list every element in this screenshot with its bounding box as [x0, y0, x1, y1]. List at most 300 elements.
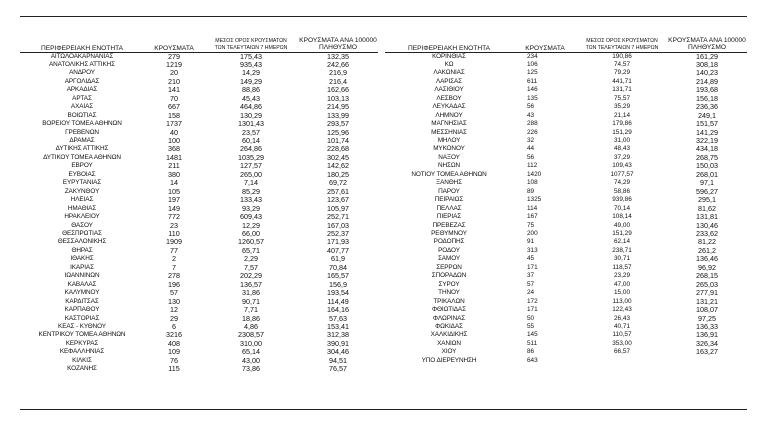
cases-cell: 408 [168, 339, 180, 348]
table-row [385, 61, 747, 69]
cases-cell: 171 [527, 263, 538, 271]
cases-cell: 667 [168, 103, 180, 112]
region-cell: ΒΟΡΕΙΟΥ ΤΟΜΕΑ ΑΘΗΝΩΝ [42, 120, 122, 128]
region-cell: ΤΡΙΚΑΛΩΝ [433, 297, 465, 305]
cases-cell: 1325 [527, 196, 542, 204]
cases-cell: 772 [168, 213, 180, 222]
avg-cell: 23,57 [242, 128, 260, 137]
region-cell: ΜΕΣΣΗΝΙΑΣ [431, 128, 467, 136]
cases-cell: 197 [168, 196, 180, 205]
per100k-cell: 193,68 [696, 86, 718, 95]
cases-cell: 77 [170, 246, 178, 255]
cases-cell: 141 [168, 86, 180, 95]
avg-cell: 66,57 [614, 348, 630, 356]
table-row [385, 323, 747, 331]
cases-cell: 172 [527, 297, 538, 305]
table-row [20, 306, 378, 314]
table-row [20, 247, 378, 255]
region-cell: ΚΕΡΚΥΡΑΣ [65, 339, 99, 347]
cases-cell: 200 [527, 230, 538, 238]
cases-cell: 146 [527, 86, 538, 94]
avg-cell: 4,86 [244, 323, 258, 331]
cases-cell: 100 [168, 137, 180, 146]
table-row [20, 145, 378, 153]
cases-cell: 109 [168, 348, 180, 357]
region-cell: ΡΟΔΟΥ [438, 246, 460, 254]
cases-cell: 130 [168, 297, 180, 306]
avg-cell: 30,71 [614, 255, 630, 263]
per100k-cell: 164,16 [327, 306, 349, 315]
per100k-cell: 105,97 [327, 204, 349, 213]
per100k-cell: 132,35 [327, 52, 349, 61]
cases-cell: 211 [168, 162, 180, 171]
cases-cell: 1219 [166, 60, 182, 69]
cases-cell: 1420 [527, 170, 542, 178]
avg-cell: 110,57 [612, 331, 632, 339]
avg-header [577, 32, 667, 52]
per100k-cell: 308,18 [696, 60, 718, 69]
avg-cell: 151,29 [612, 230, 632, 238]
region-cell: ΚΑΒΑΛΑΣ [67, 280, 97, 288]
region-cell: ΠΕΙΡΑΙΩΣ [434, 196, 464, 204]
table-row [385, 120, 747, 128]
region-cell: ΝΑΞΟΥ [438, 153, 460, 161]
per100k-cell: 130,46 [696, 221, 718, 230]
per100k-cell: 97,25 [698, 314, 716, 323]
region-cell: ΗΡΑΚΛΕΙΟΥ [64, 213, 100, 221]
per100k-cell: 216,4 [329, 77, 347, 86]
region-cell: ΑΡΤΑΣ [72, 94, 92, 102]
region-cell: ΛΑΡΙΣΑΣ [435, 77, 463, 85]
region-cell: ΥΠΟ ΔΙΕΡΕΥΝΗΣΗ [421, 356, 477, 364]
avg-cell: 118,57 [612, 263, 632, 271]
cases-cell: 6 [172, 323, 176, 331]
region-cell: ΡΕΘΥΜΝΟΥ [431, 230, 467, 238]
region-cell: ΒΟΙΩΤΙΑΣ [67, 111, 97, 119]
table-row [20, 61, 378, 69]
table-row [20, 264, 378, 272]
avg-cell: 37,29 [614, 153, 630, 161]
table-row [20, 205, 378, 213]
per100k-cell: 161,29 [696, 52, 718, 61]
region-cell: ΛΗΜΝΟΥ [435, 111, 463, 119]
per100k-cell: 103,13 [327, 94, 349, 103]
cases-cell: 105 [168, 187, 180, 196]
per100k-cell: 133,99 [327, 111, 349, 120]
per100k-header [667, 32, 747, 52]
cases-cell: 210 [168, 77, 180, 86]
region-cell: ΝΗΣΩΝ [437, 162, 461, 170]
cases-cell: 32 [527, 137, 535, 145]
table-row [385, 188, 747, 196]
per100k-cell: 302,45 [327, 153, 349, 162]
table-row [20, 162, 378, 170]
per100k-header-line2: ΠΛΗΘΥΣΜΟ [319, 44, 357, 51]
cases-cell: 368 [168, 145, 180, 154]
table-row [385, 162, 747, 170]
per100k-cell: 114,49 [327, 297, 349, 306]
cases-cell: 56 [527, 103, 535, 111]
table-row [385, 171, 747, 179]
table-row [20, 323, 378, 331]
table-row [20, 213, 378, 221]
region-cell: ΚΩ [444, 60, 454, 68]
header-row [385, 32, 747, 52]
avg-cell: 113,00 [612, 297, 632, 305]
avg-cell: 1035,29 [238, 153, 264, 162]
region-cell: ΗΜΑΘΙΑΣ [67, 204, 97, 212]
table-row [20, 222, 378, 230]
cases-cell: 50 [527, 314, 535, 322]
table-row [385, 213, 747, 221]
table-row [385, 289, 747, 297]
table-row [20, 298, 378, 306]
cases-cell: 40 [170, 128, 178, 137]
per100k-cell: 434,18 [696, 145, 718, 154]
cases-cell: 643 [527, 356, 538, 364]
table-row [20, 188, 378, 196]
avg-cell: 935,43 [240, 60, 262, 69]
avg-cell [577, 357, 667, 365]
avg-cell: 62,14 [614, 238, 630, 246]
avg-cell: 149,29 [240, 77, 262, 86]
cases-cell: 76 [170, 356, 178, 365]
cases-header: ΚΡΟΥΣΜΑΤΑ [513, 32, 577, 52]
region-cell: ΔΡΑΜΑΣ [69, 137, 95, 145]
table-row [385, 247, 747, 255]
bottom-rule [20, 409, 747, 410]
cases-cell: 24 [527, 289, 535, 297]
per100k-cell: 216,9 [329, 69, 347, 78]
avg-cell: 464,86 [240, 103, 262, 112]
table-row [385, 196, 747, 204]
per100k-cell: 61,9 [331, 255, 345, 264]
table-row [385, 179, 747, 187]
table-row [20, 255, 378, 263]
per100k-header-line1: ΚΡΟΥΣΜΑΤΑ ΑΝΑ 100000 [299, 36, 377, 44]
per100k-cell: 293,57 [327, 120, 349, 129]
cases-cell: 1481 [166, 153, 182, 162]
table-row [385, 222, 747, 230]
avg-cell: 70,14 [614, 204, 630, 212]
avg-cell: 79,29 [614, 69, 630, 77]
per100k-cell: 131,21 [696, 297, 718, 306]
cases-cell: 149 [168, 204, 180, 213]
cases-cell: 14 [170, 179, 178, 188]
region-cell: ΕΒΡΟΥ [71, 162, 93, 170]
avg-cell: 127,57 [240, 162, 262, 171]
avg-cell: 179,86 [612, 120, 632, 128]
per100k-cell: 156,9 [329, 280, 347, 289]
avg-cell: 88,86 [242, 86, 260, 95]
avg-cell: 264,86 [240, 145, 262, 154]
avg-cell: 21,14 [614, 111, 630, 119]
table-row [385, 78, 747, 86]
cases-cell: 2 [172, 255, 176, 264]
avg-header-line2: ΤΩΝ ΤΕΛΕΥΤΑΙΩΝ 7 ΗΜΕΡΩΝ [214, 44, 288, 51]
per100k-cell: 153,41 [327, 323, 349, 331]
cases-cell: 55 [527, 323, 535, 330]
table-row [20, 230, 378, 238]
per100k-cell: 252,37 [327, 230, 349, 239]
avg-cell: 2,29 [244, 255, 258, 264]
avg-cell: 109,43 [612, 162, 632, 170]
cases-cell: 278 [168, 272, 180, 281]
avg-cell: 2308,57 [238, 331, 264, 340]
region-cell: ΛΑΚΩΝΙΑΣ [433, 69, 465, 77]
avg-cell: 151,29 [612, 128, 632, 136]
per100k-cell: 214,95 [327, 103, 349, 112]
per100k-cell: 265,03 [696, 280, 718, 289]
table-row [385, 255, 747, 263]
region-cell: ΝΟΤΙΟΥ ΤΟΜΕΑ ΑΘΗΝΩΝ [411, 170, 487, 178]
region-cell: ΕΥΡΥΤΑΝΙΑΣ [62, 179, 102, 187]
cases-cell: 70 [170, 94, 178, 103]
per100k-cell: 390,91 [327, 339, 349, 348]
table-row [385, 95, 747, 103]
region-cell: ΙΩΑΝΝΙΝΩΝ [64, 272, 100, 280]
avg-cell: 175,43 [240, 52, 262, 61]
region-cell: ΣΠΟΡΑΔΩΝ [431, 272, 467, 280]
region-cell: ΑΝΑΤΟΛΙΚΗΣ ΑΤΤΙΚΗΣ [48, 60, 115, 68]
avg-cell: 131,71 [612, 86, 632, 94]
table-row [385, 238, 747, 246]
avg-cell: 40,71 [614, 323, 630, 330]
per100k-cell [667, 357, 747, 365]
region-cell: ΜΑΓΝΗΣΙΑΣ [431, 120, 467, 128]
avg-cell: 1077,57 [610, 170, 634, 178]
region-cell: ΦΛΩΡΙΝΑΣ [432, 314, 466, 322]
table-row [20, 69, 378, 77]
table-row [385, 137, 747, 145]
region-cell: ΙΚΑΡΙΑΣ [70, 263, 94, 271]
avg-cell: 73,86 [242, 365, 260, 374]
per100k-cell: 123,67 [327, 196, 349, 205]
table-row [20, 179, 378, 187]
region-cell: ΦΩΚΙΔΑΣ [435, 323, 463, 330]
region-cell: ΧΑΝΙΩΝ [437, 339, 461, 347]
region-cell: ΚΑΛΥΜΝΟΥ [64, 289, 100, 297]
avg-cell: 47,00 [614, 280, 630, 288]
cases-cell: 158 [168, 111, 180, 120]
cases-cell: 112 [527, 162, 538, 170]
region-cell: ΑΝΔΡΟΥ [69, 69, 95, 77]
per100k-cell: 150,03 [696, 162, 718, 171]
region-cell: ΙΘΑΚΗΣ [70, 255, 94, 263]
per100k-cell: 167,03 [327, 221, 349, 230]
region-cell: ΜΥΚΟΝΟΥ [433, 145, 465, 153]
cases-cell: 91 [527, 238, 535, 246]
per100k-cell: 136,46 [696, 255, 718, 264]
table-row [385, 154, 747, 162]
avg-cell: 441,71 [612, 77, 632, 85]
avg-cell: 85,29 [242, 187, 260, 196]
table-row [385, 281, 747, 289]
per100k-cell: 57,63 [329, 314, 347, 323]
region-cell: ΓΡΕΒΕΝΩΝ [65, 128, 99, 136]
avg-cell: 14,29 [242, 69, 260, 78]
avg-cell: 310,00 [240, 339, 262, 348]
region-cell: ΕΥΒΟΙΑΣ [68, 170, 96, 178]
region-cell: ΠΡΕΒΕΖΑΣ [432, 221, 466, 229]
per100k-cell: 171,93 [327, 238, 349, 247]
region-cell: ΣΥΡΟΥ [438, 280, 460, 288]
region-cell: ΚΑΡΠΑΘΟΥ [64, 306, 100, 314]
table-row [20, 52, 378, 61]
per100k-cell: 108,07 [696, 306, 718, 315]
cases-cell: 57 [527, 280, 535, 288]
per100k-cell: 97,1 [700, 179, 714, 188]
per100k-cell: 101,74 [327, 137, 349, 146]
region-cell: ΚΕΦΑΛΛΗΝΙΑΣ [59, 348, 105, 356]
table-row [385, 230, 747, 238]
avg-cell: 75,57 [614, 94, 630, 102]
cases-cell: 1737 [166, 120, 182, 129]
region-cell: ΠΙΕΡΙΑΣ [436, 213, 462, 221]
avg-cell: 265,00 [240, 170, 262, 179]
table-row [20, 238, 378, 246]
table-row [20, 331, 378, 339]
cases-cell: 288 [527, 120, 538, 128]
per100k-cell: 94,51 [329, 356, 347, 365]
avg-cell: 65,14 [242, 348, 260, 357]
region-cell: ΑΧΑΪΑΣ [70, 103, 94, 111]
per100k-header-line1: ΚΡΟΥΣΜΑΤΑ ΑΝΑ 100000 [668, 36, 746, 44]
region-cell: ΑΙΤΩΛΟΑΚΑΡΝΑΝΙΑΣ [50, 52, 114, 60]
avg-cell: 1301,43 [238, 120, 264, 129]
avg-cell: 202,29 [240, 272, 262, 281]
table-row [385, 331, 747, 339]
per100k-cell: 252,71 [327, 213, 349, 222]
table-row [385, 52, 747, 61]
table-row [20, 129, 378, 137]
per100k-cell: 268,15 [696, 272, 718, 281]
per100k-header-line2: ΠΛΗΘΥΣΜΟ [688, 44, 726, 51]
avg-cell: 26,43 [614, 314, 630, 322]
region-cell: ΚΕΑΣ - ΚΥΘΝΟΥ [58, 323, 106, 330]
top-rule [20, 16, 747, 17]
cases-cell: 110 [168, 230, 180, 239]
cases-cell: 23 [170, 221, 178, 230]
per100k-cell: 277,91 [696, 289, 718, 298]
per100k-cell: 214,89 [696, 77, 718, 86]
cases-cell: 313 [527, 246, 538, 254]
per100k-cell: 136,33 [696, 323, 718, 331]
region-cell: ΛΑΣΙΘΙΟΥ [434, 86, 464, 94]
cases-cell: 12 [170, 306, 178, 315]
avg-cell: 353,00 [612, 339, 632, 347]
cases-cell: 380 [168, 170, 180, 179]
cases-cell: 196 [168, 280, 180, 289]
region-cell: ΚΕΝΤΡΙΚΟΥ ΤΟΜΕΑ ΑΘΗΝΩΝ [38, 331, 126, 339]
cases-cell: 511 [527, 339, 538, 347]
region-cell: ΠΕΛΛΑΣ [436, 204, 462, 212]
avg-cell: 74,57 [614, 60, 630, 68]
avg-cell: 18,86 [242, 314, 260, 323]
table-row [20, 103, 378, 111]
avg-cell: 7,71 [244, 306, 258, 315]
cases-cell: 7 [172, 263, 176, 272]
cases-cell: 108 [527, 179, 538, 187]
table-row [20, 171, 378, 179]
per100k-cell: 142,62 [327, 162, 349, 171]
per100k-cell: 140,23 [696, 69, 718, 78]
table-row [385, 357, 747, 365]
right-table-block [385, 32, 747, 365]
avg-cell: 48,43 [614, 145, 630, 153]
avg-cell: 65,71 [242, 246, 260, 255]
avg-cell: 31,00 [614, 137, 630, 145]
table-row [20, 78, 378, 86]
avg-cell: 90,71 [242, 297, 260, 306]
avg-cell: 66,00 [242, 230, 260, 239]
table-row [20, 272, 378, 280]
avg-cell: 122,43 [612, 306, 632, 314]
per100k-cell: 322,19 [696, 137, 718, 146]
region-cell: ΚΑΡΔΙΤΣΑΣ [65, 297, 99, 305]
per100k-cell: 236,36 [696, 103, 718, 112]
table-row [20, 348, 378, 356]
per100k-cell: 81,22 [698, 238, 716, 247]
table-row [20, 365, 378, 373]
region-cell: ΘΗΡΑΣ [71, 246, 93, 254]
table-row [20, 289, 378, 297]
cases-cell: 20 [170, 69, 178, 78]
per100k-cell: 242,66 [327, 60, 349, 69]
cases-table-left [20, 32, 378, 374]
region-cell: ΑΡΓΟΛΙΔΑΣ [64, 77, 100, 85]
avg-cell: 7,57 [244, 263, 258, 272]
cases-cell: 106 [527, 60, 538, 68]
per100k-cell: 268,75 [696, 153, 718, 162]
cases-cell: 86 [527, 348, 535, 356]
table-row [20, 154, 378, 162]
per100k-cell: 125,96 [327, 128, 349, 137]
per100k-cell: 131,81 [696, 213, 718, 222]
region-cell: ΛΕΥΚΑΔΑΣ [432, 103, 466, 111]
left-table-block [20, 32, 378, 374]
region-cell: ΞΑΝΘΗΣ [436, 179, 462, 187]
avg-cell: 15,00 [614, 289, 630, 297]
avg-cell: 74,29 [614, 179, 630, 187]
table-row [385, 103, 747, 111]
region-cell: ΠΑΡΟΥ [438, 187, 460, 195]
region-cell: ΗΛΕΙΑΣ [70, 196, 94, 204]
table-row [20, 112, 378, 120]
cases-cell: 135 [527, 94, 538, 102]
table-row [20, 137, 378, 145]
per100k-cell: 180,25 [327, 170, 349, 179]
per100k-cell: 257,61 [327, 187, 349, 196]
table-row [385, 129, 747, 137]
region-cell: ΡΟΔΟΠΗΣ [433, 238, 465, 246]
avg-cell: 31,86 [242, 289, 260, 298]
table-row [20, 357, 378, 365]
per100k-header [298, 32, 378, 52]
region-cell: ΧΑΛΚΙΔΙΚΗΣ [430, 331, 468, 339]
cases-cell: 171 [527, 306, 538, 314]
avg-cell: 136,57 [240, 280, 262, 289]
per100k-cell: 193,54 [327, 289, 349, 298]
cases-table-right [385, 32, 747, 365]
table-row [20, 86, 378, 94]
region-header: ΠΕΡΙΦΕΡΕΙΑΚΗ ΕΝΟΤΗΤΑ [20, 32, 144, 52]
avg-cell: 23,29 [614, 272, 630, 280]
region-cell: ΦΘΙΩΤΙΔΑΣ [432, 306, 466, 314]
region-cell: ΔΥΤΙΚΟΥ ΤΟΜΕΑ ΑΘΗΝΩΝ [43, 153, 121, 161]
per100k-cell: 163,27 [696, 348, 718, 357]
cases-cell: 57 [170, 289, 178, 298]
